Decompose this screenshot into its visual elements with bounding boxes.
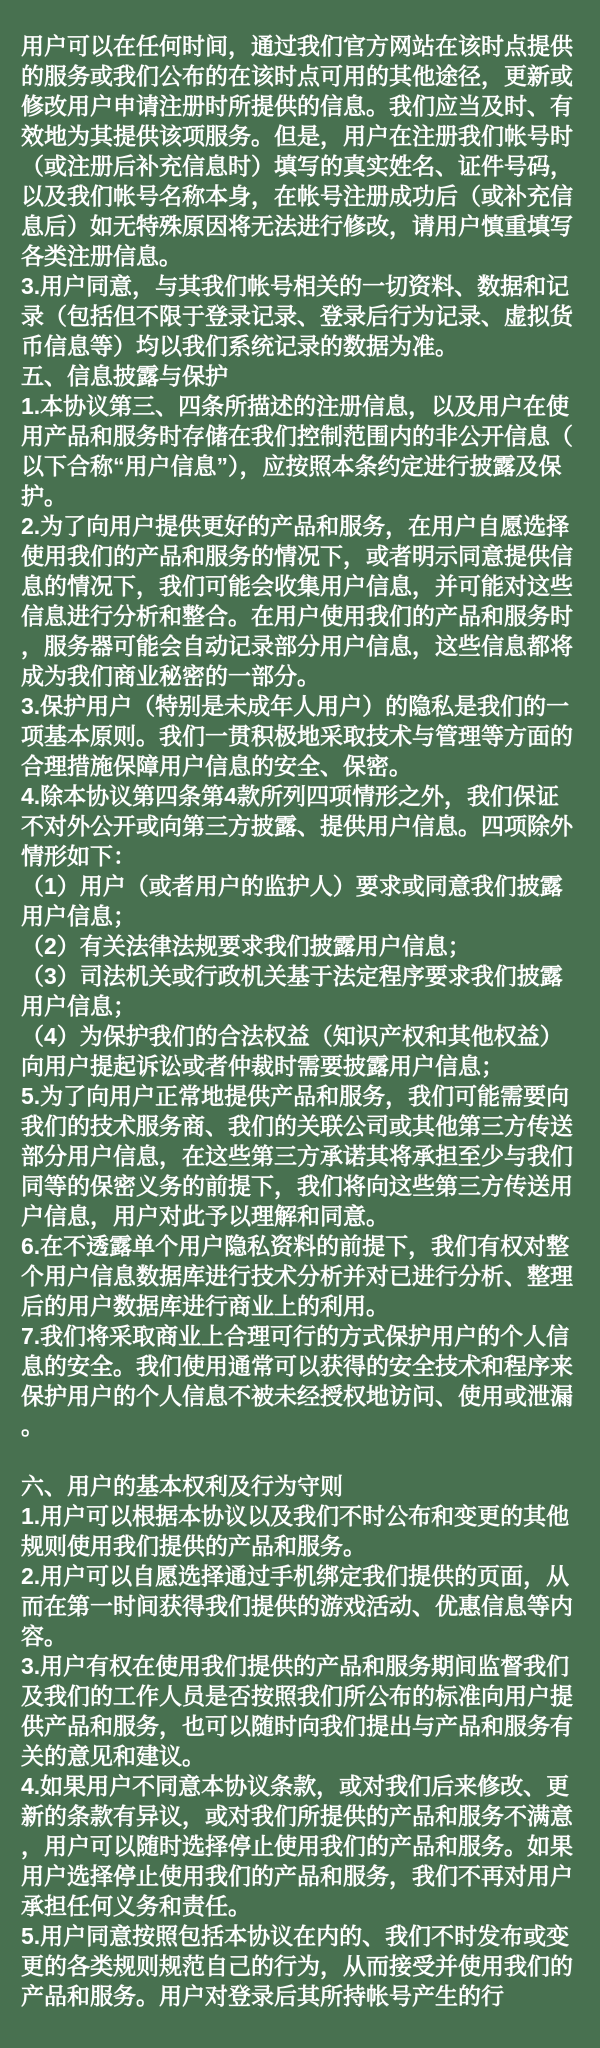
- paragraph: 4.除本协议第四条第4款所列四项情形之外，我们保证不对外公开或向第三方披露、提供用户信息。四项除外情形如下：: [21, 783, 573, 869]
- section-heading-disclosure: 五、信息披露与保护: [21, 363, 228, 389]
- section-heading-user-rights: 六、用户的基本权利及行为守则: [21, 1473, 343, 1499]
- paragraph: 3.用户有权在使用我们提供的产品和服务期间监督我们及我们的工作人员是否按照我们所公布的标准向用户提供产品和服务，也可以随时向我们提出与产品和服务有关的意见和建议。: [21, 1653, 573, 1769]
- paragraph: 3.用户同意，与其我们帐号相关的一切资料、数据和记录（包括但不限于登录记录、登录后行为记录、虚拟货币信息等）均以我们系统记录的数据为准。: [21, 273, 573, 359]
- list-item: （2）有关法律法规要求我们披露用户信息；: [21, 933, 471, 959]
- paragraph: 1.用户可以根据本协议以及我们不时公布和变更的其他规则使用我们提供的产品和服务。: [21, 1503, 570, 1559]
- paragraph: 2.用户可以自愿选择通过手机绑定我们提供的页面，从而在第一时间获得我们提供的游戏活动、优惠信息等内容。: [21, 1563, 573, 1649]
- paragraph: 6.在不透露单个用户隐私资料的前提下，我们有权对整个用户信息数据库进行技术分析并对已进行分析、整理后的用户数据库进行商业上的利用。: [21, 1233, 573, 1319]
- paragraph: 4.如果用户不同意本协议条款，或对我们后来修改、更新的条款有异议，或对我们所提供的产品和服务不满意，用户可以随时选择停止使用我们的产品和服务。如果用户选择停止使用我们的产品和服务，我们不再对用户承担任何义务和责任。: [21, 1773, 573, 1919]
- paragraph: 7.我们将采取商业上合理可行的方式保护用户的个人信息的安全。我们使用通常可以获得的安全技术和程序来保护用户的个人信息不被未经授权地访问、使用或泄漏。: [21, 1323, 573, 1439]
- paragraph: 用户可以在任何时间，通过我们官方网站在该时点提供的服务或我们公布的在该时点可用的其他途径，更新或修改用户申请注册时所提供的信息。我们应当及时、有效地为其提供该项服务。但是，用户在注册我们帐号时（或注册后补充信息时）填写的真实姓名、证件号码，以及我们帐号名称本身，在帐号注册成功后（或补充信息后）如无特殊原因将无法进行修改，请用户慎重填写各类注册信息。: [21, 33, 573, 269]
- paragraph: 5.为了向用户正常地提供产品和服务，我们可能需要向我们的技术服务商、我们的关联公司或其他第三方传送部分用户信息，在这些第三方承诺其将承担至少与我们同等的保密义务的前提下，我们将向这些第三方传送用户信息，用户对此予以理解和同意。: [21, 1083, 573, 1229]
- list-item: （1）用户（或者用户的监护人）要求或同意我们披露用户信息；: [21, 873, 563, 929]
- list-item: （3）司法机关或行政机关基于法定程序要求我们披露用户信息；: [21, 963, 563, 1019]
- paragraph: 2.为了向用户提供更好的产品和服务，在用户自愿选择使用我们的产品和服务的情况下，或者明示同意提供信息的情况下，我们可能会收集用户信息，并可能对这些信息进行分析和整合。在用户使用我们的产品和服务时，服务器可能会自动记录部分用户信息，这些信息都将成为我们商业秘密的一部分。: [21, 513, 573, 689]
- list-item: （4）为保护我们的合法权益（知识产权和其他权益）向用户提起诉讼或者仲裁时需要披露用户信息；: [21, 1023, 563, 1079]
- paragraph: 3.保护用户（特别是未成年人用户）的隐私是我们的一项基本原则。我们一贯积极地采取技术与管理等方面的合理措施保障用户信息的安全、保密。: [21, 693, 573, 779]
- paragraph: 1.本协议第三、四条所描述的注册信息，以及用户在使用产品和服务时存储在我们控制范围内的非公开信息（以下合称“用户信息”），应按照本条约定进行披露及保护。: [21, 393, 573, 509]
- paragraph: 5.用户同意按照包括本协议在内的、我们不时发布或变更的各类规则规范自己的行为，从而接受并使用我们的产品和服务。用户对登录后其所持帐号产生的行: [21, 1923, 573, 2009]
- blank-line: [21, 1441, 579, 1471]
